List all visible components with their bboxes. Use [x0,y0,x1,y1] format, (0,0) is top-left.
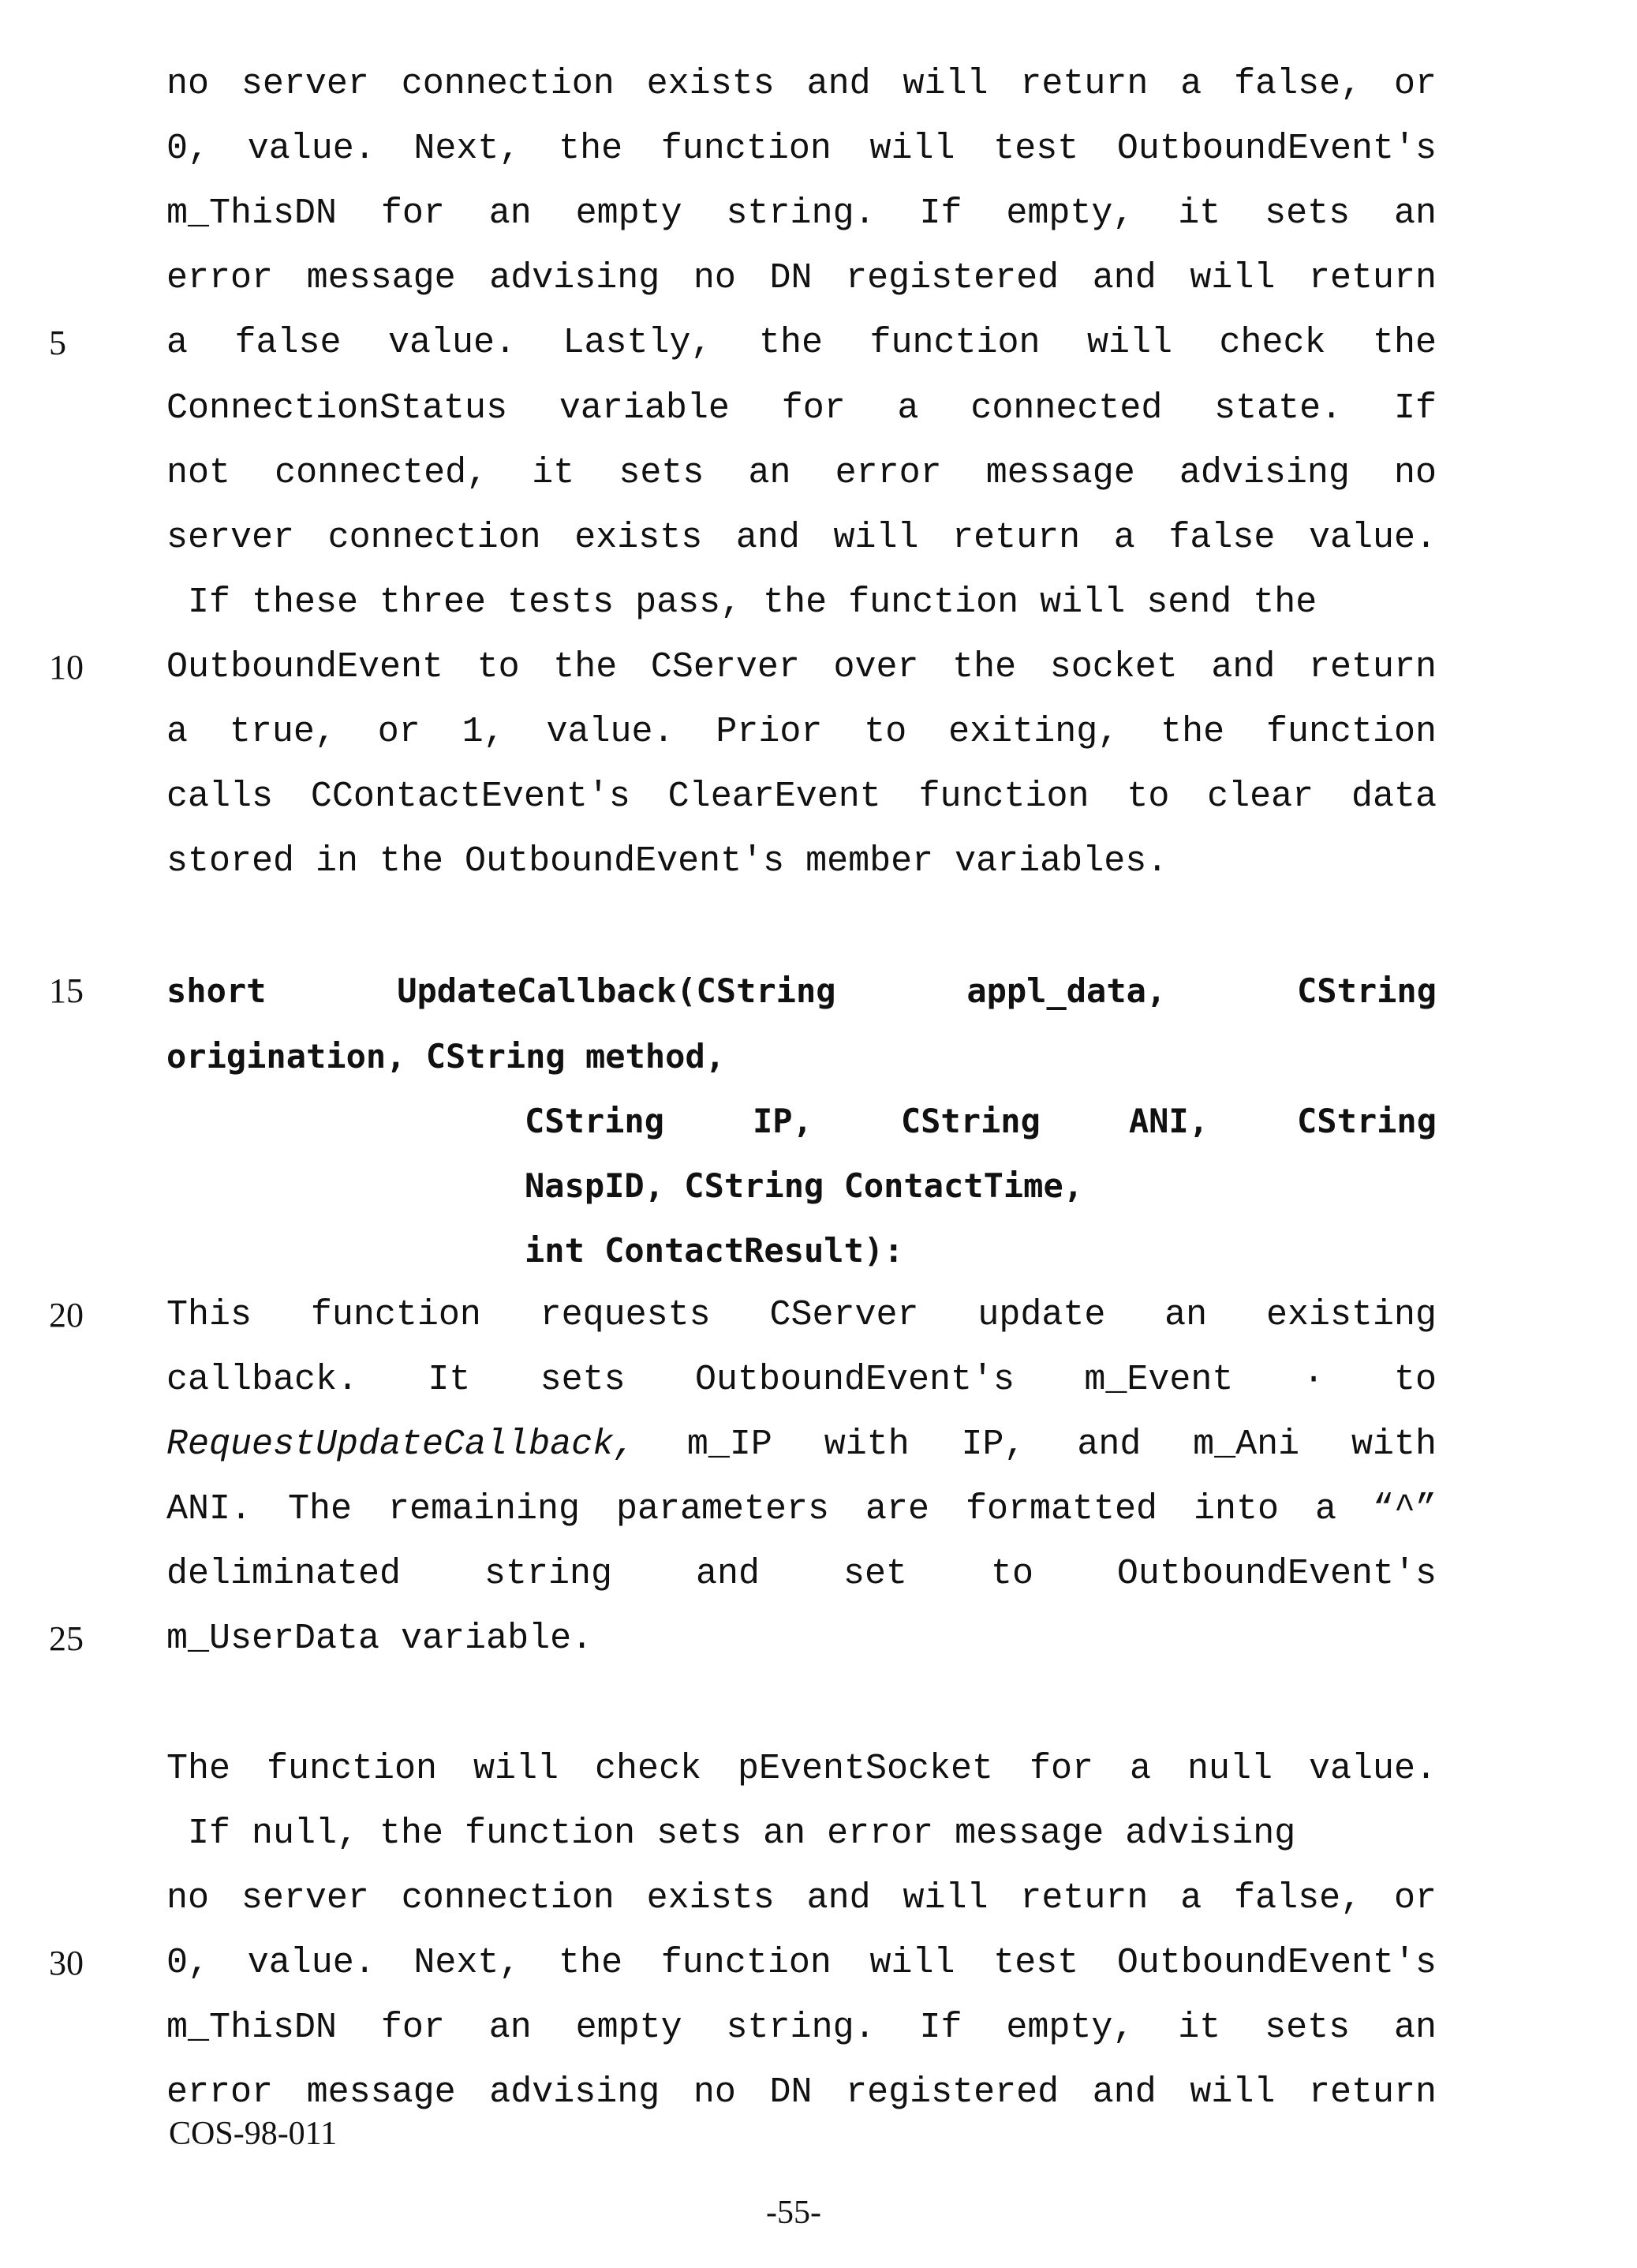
function-signature-line: CString IP, CString ANI, CString [525,1089,1437,1154]
text-line [0,1672,1637,1737]
text-line [0,1542,1637,1607]
text-line [0,506,1637,571]
text-line [0,376,1637,441]
paragraph-line: a true, or 1, value. Prior to exiting, the function [166,700,1437,765]
paragraph-line: OutboundEvent to the CServer over the socket and return [166,635,1437,700]
function-signature-line: short UpdateCallback(CString appl_data, CString [166,959,1437,1024]
text-line [0,1024,1637,1089]
paragraph-line: callback. It sets OutboundEvent's m_Event · to [166,1348,1437,1413]
paragraph-line: If these three tests pass, the function will send the [166,571,1437,635]
text-line [0,1283,1637,1348]
text-line [0,1607,1637,1671]
line-number: 10 [49,635,104,700]
text-line [0,959,1637,1024]
paragraph-line: error message advising no DN registered and will return [166,2060,1437,2125]
text-line [0,1477,1637,1542]
text-line [0,1802,1637,1866]
text-line [0,1218,1637,1283]
text-line [0,829,1637,894]
paragraph-line: 0, value. Next, the function will test OutboundEvent's [166,117,1437,182]
line-number: 20 [49,1283,104,1348]
text-line [0,246,1637,311]
text-line [0,1931,1637,1996]
line-text: m_IP with IP, and m_Ani with [635,1424,1437,1465]
line-number: 25 [49,1607,104,1671]
paragraph-line: If null, the function sets an error message advising [166,1802,1437,1866]
paragraph-line: deliminated string and set to OutboundEvent's [166,1542,1437,1607]
patent-page [0,0,1637,2268]
paragraph-line: no server connection exists and will return a false, or [166,1866,1437,1931]
line-number: 30 [49,1931,104,1996]
text-line [0,700,1637,765]
paragraph-line: m_ThisDN for an empty string. If empty, it sets an [166,1996,1437,2060]
text-line [0,571,1637,635]
text-line [0,1348,1637,1413]
text-line [0,894,1637,959]
paragraph-line: This function requests CServer update an existing [166,1283,1437,1348]
text-line [0,117,1637,182]
paragraph-line: calls CContactEvent's ClearEvent function to clear data [166,765,1437,829]
text-line [0,52,1637,117]
paragraph-line: a false value. Lastly, the function will check the [166,311,1437,376]
paragraph-line: ConnectionStatus variable for a connected state. If [166,376,1437,441]
function-signature-line: NaspID, CString ContactTime, [525,1154,1437,1218]
text-line [0,765,1637,829]
page-number: -55- [0,2194,1587,2232]
paragraph-line: server connection exists and will return a false value. [166,506,1437,571]
document-id: COS-98-011 [169,2115,337,2153]
text-line [0,1413,1637,1477]
text-line [0,441,1637,506]
paragraph-line: stored in the OutboundEvent's member variables. [166,829,1437,894]
italic-term: RequestUpdateCallback, [166,1424,635,1465]
paragraph-line: not connected, it sets an error message advising no [166,441,1437,506]
text-line [0,1866,1637,1931]
line-number: 15 [49,959,104,1024]
function-signature-line: int ContactResult): [525,1218,1437,1283]
text-line [0,311,1637,376]
text-line [0,1154,1637,1218]
text-line [0,1089,1637,1154]
text-line [0,635,1637,700]
paragraph-line: error message advising no DN registered and will return [166,246,1437,311]
line-number: 5 [49,311,104,376]
text-line [0,182,1637,246]
paragraph-line: no server connection exists and will return a false, or [166,52,1437,117]
paragraph-line: m_ThisDN for an empty string. If empty, it sets an [166,182,1437,246]
paragraph-line: ANI. The remaining parameters are formatted into a “^” [166,1477,1437,1542]
paragraph-line: 0, value. Next, the function will test OutboundEvent's [166,1931,1437,1996]
paragraph-line: The function will check pEventSocket for a null value. [166,1737,1437,1802]
paragraph-line: m_UserData variable. [166,1607,1437,1671]
text-line [0,1737,1637,1802]
text-line [0,1996,1637,2060]
paragraph-line [166,1413,1437,1477]
function-signature-line: origination, CString method, [166,1024,1437,1089]
